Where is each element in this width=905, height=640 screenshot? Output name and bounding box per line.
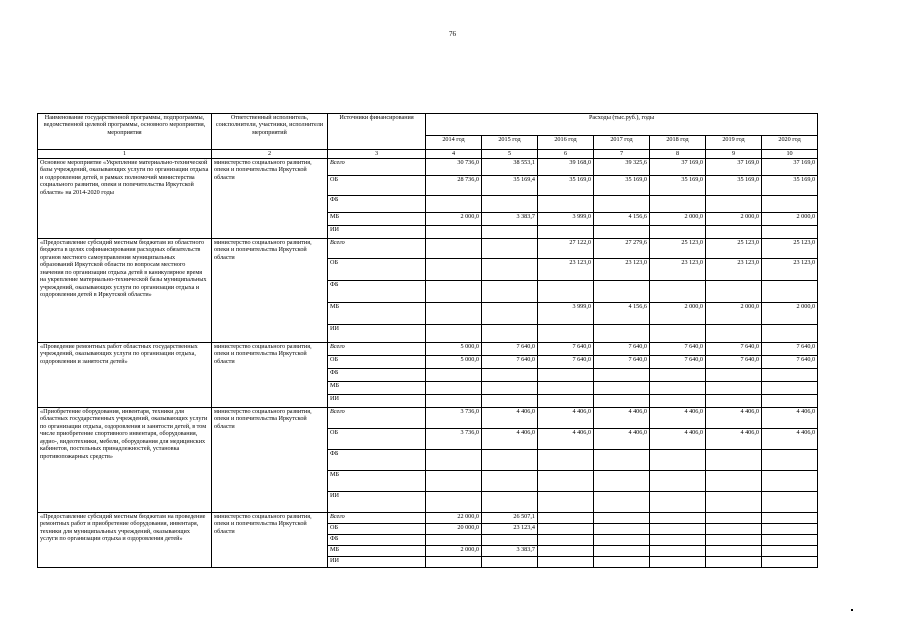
funding-source: МБ — [328, 213, 426, 226]
amount-cell — [482, 382, 538, 395]
header-year: 2015 год — [482, 136, 538, 150]
amount-cell — [538, 226, 594, 239]
amount-cell: 7 640,0 — [594, 343, 650, 356]
funding-source: ФБ — [328, 281, 426, 303]
funding-source: МБ — [328, 303, 426, 325]
amount-cell — [538, 546, 594, 557]
header-name: Наименование государственной программы, подпрограммы, ведомственной целевой программы, основного мероприятия, мероприятия — [38, 114, 212, 150]
amount-cell: 3 383,7 — [482, 213, 538, 226]
funding-source: МБ — [328, 471, 426, 492]
amount-cell — [762, 226, 818, 239]
funding-source: ИИ — [328, 557, 426, 568]
amount-cell — [762, 513, 818, 524]
funding-source: ФБ — [328, 196, 426, 213]
amount-cell — [706, 450, 762, 471]
amount-cell — [650, 281, 706, 303]
column-number: 2 — [212, 150, 328, 159]
funding-source: МБ — [328, 382, 426, 395]
amount-cell: 7 640,0 — [706, 343, 762, 356]
amount-cell — [538, 557, 594, 568]
amount-cell: 4 406,0 — [594, 429, 650, 450]
amount-cell — [650, 395, 706, 408]
amount-cell — [762, 535, 818, 546]
funding-source: Всего — [328, 239, 426, 259]
column-number: 7 — [594, 150, 650, 159]
amount-cell: 3 999,0 — [538, 303, 594, 325]
amount-cell — [762, 492, 818, 513]
amount-cell — [706, 546, 762, 557]
table-row — [38, 343, 818, 356]
amount-cell — [650, 382, 706, 395]
amount-cell — [706, 513, 762, 524]
amount-cell — [538, 450, 594, 471]
amount-cell — [706, 471, 762, 492]
amount-cell — [482, 369, 538, 382]
amount-cell: 25 123,0 — [706, 239, 762, 259]
header-year: 2014 год — [426, 136, 482, 150]
amount-cell — [650, 325, 706, 343]
amount-cell — [706, 395, 762, 408]
amount-cell — [594, 524, 650, 535]
amount-cell: 7 640,0 — [650, 356, 706, 369]
amount-cell: 25 123,0 — [650, 239, 706, 259]
table-row — [38, 513, 818, 524]
header-year: 2020 год — [762, 136, 818, 150]
column-number: 6 — [538, 150, 594, 159]
amount-cell: 23 123,0 — [594, 259, 650, 281]
amount-cell — [762, 395, 818, 408]
amount-cell — [538, 524, 594, 535]
amount-cell — [482, 395, 538, 408]
amount-cell: 35 169,0 — [762, 176, 818, 196]
amount-cell — [426, 325, 482, 343]
amount-cell: 4 156,6 — [594, 213, 650, 226]
column-number: 10 — [762, 150, 818, 159]
amount-cell: 22 000,0 — [426, 513, 482, 524]
amount-cell — [426, 303, 482, 325]
header-year: 2016 год — [538, 136, 594, 150]
amount-cell — [482, 471, 538, 492]
funding-source: ОБ — [328, 356, 426, 369]
amount-cell — [706, 524, 762, 535]
column-number: 8 — [650, 150, 706, 159]
amount-cell — [594, 395, 650, 408]
amount-cell — [426, 382, 482, 395]
funding-source: ОБ — [328, 429, 426, 450]
amount-cell: 37 169,0 — [762, 159, 818, 176]
amount-cell — [482, 281, 538, 303]
funding-source: ИИ — [328, 226, 426, 239]
amount-cell: 7 640,0 — [706, 356, 762, 369]
amount-cell — [762, 557, 818, 568]
amount-cell — [594, 325, 650, 343]
column-number: 4 — [426, 150, 482, 159]
header-expenses: Расходы (тыс.руб.), годы — [426, 114, 818, 136]
executor: министерство социального развития, опеки и попечительства Иркутской области — [212, 159, 328, 239]
amount-cell: 2 000,0 — [762, 213, 818, 226]
scan-mark — [851, 609, 853, 611]
amount-cell — [650, 535, 706, 546]
amount-cell: 7 640,0 — [482, 343, 538, 356]
amount-cell: 4 156,6 — [594, 303, 650, 325]
amount-cell — [538, 471, 594, 492]
amount-cell: 4 406,0 — [706, 429, 762, 450]
funding-source: ФБ — [328, 450, 426, 471]
amount-cell: 4 406,0 — [594, 408, 650, 429]
amount-cell: 28 736,0 — [426, 176, 482, 196]
column-number: 5 — [482, 150, 538, 159]
amount-cell — [650, 524, 706, 535]
header-year: 2018 год — [650, 136, 706, 150]
amount-cell — [594, 281, 650, 303]
amount-cell — [762, 546, 818, 557]
activity-name: «Предоставление субсидий местным бюджетам на проведение ремонтных работ и приобретение оборудования, инвентаря, техники для муниципальных учреждений, оказывающих услуги по организации отдыха и оздоровления детей» — [38, 513, 212, 568]
funding-source: ОБ — [328, 176, 426, 196]
amount-cell — [482, 450, 538, 471]
header-source: Источники финансирования — [328, 114, 426, 150]
amount-cell: 3 736,0 — [426, 408, 482, 429]
amount-cell — [706, 369, 762, 382]
amount-cell — [426, 450, 482, 471]
amount-cell — [426, 281, 482, 303]
amount-cell — [594, 557, 650, 568]
page-number: 76 — [449, 30, 456, 38]
amount-cell: 27 122,0 — [538, 239, 594, 259]
amount-cell — [594, 535, 650, 546]
amount-cell — [594, 196, 650, 213]
amount-cell: 4 406,0 — [538, 429, 594, 450]
amount-cell — [594, 471, 650, 492]
executor: министерство социального развития, опеки и попечительства Иркутской области — [212, 408, 328, 513]
amount-cell: 23 123,0 — [706, 259, 762, 281]
amount-cell: 23 123,0 — [762, 259, 818, 281]
amount-cell: 26 507,1 — [482, 513, 538, 524]
amount-cell — [594, 450, 650, 471]
amount-cell — [426, 259, 482, 281]
amount-cell — [426, 369, 482, 382]
amount-cell: 7 640,0 — [650, 343, 706, 356]
amount-cell — [762, 450, 818, 471]
header-year: 2019 год — [706, 136, 762, 150]
funding-source: ИИ — [328, 325, 426, 343]
amount-cell — [538, 395, 594, 408]
amount-cell — [426, 535, 482, 546]
amount-cell: 38 553,1 — [482, 159, 538, 176]
amount-cell — [482, 535, 538, 546]
amount-cell: 2 000,0 — [650, 303, 706, 325]
amount-cell: 7 640,0 — [482, 356, 538, 369]
funding-source: ФБ — [328, 369, 426, 382]
amount-cell: 35 169,0 — [594, 176, 650, 196]
funding-source: ИИ — [328, 395, 426, 408]
amount-cell: 4 406,0 — [762, 429, 818, 450]
amount-cell — [482, 557, 538, 568]
amount-cell: 35 169,0 — [706, 176, 762, 196]
amount-cell — [538, 382, 594, 395]
table-row — [38, 159, 818, 176]
amount-cell — [762, 196, 818, 213]
amount-cell — [482, 196, 538, 213]
amount-cell — [706, 557, 762, 568]
activity-name: Основное мероприятие «Укрепление материально-технической базы учреждений, оказывающих услуги по организации отдыха и оздоровления детей, в рамках полномочий министерства социального развития, опеки и попечительства Иркутской области» на 2014-2020 годы — [38, 159, 212, 239]
amount-cell — [650, 513, 706, 524]
amount-cell — [594, 382, 650, 395]
amount-cell — [762, 524, 818, 535]
table-row — [38, 239, 818, 259]
column-number: 9 — [706, 150, 762, 159]
funding-source: ОБ — [328, 259, 426, 281]
amount-cell — [650, 196, 706, 213]
amount-cell: 23 123,0 — [650, 259, 706, 281]
amount-cell — [594, 492, 650, 513]
funding-source: ОБ — [328, 524, 426, 535]
funding-source: ФБ — [328, 535, 426, 546]
amount-cell — [538, 535, 594, 546]
amount-cell: 3 736,0 — [426, 429, 482, 450]
amount-cell — [762, 382, 818, 395]
funding-source: ИИ — [328, 492, 426, 513]
funding-source: Всего — [328, 513, 426, 524]
financing-table — [37, 113, 818, 568]
amount-cell — [762, 471, 818, 492]
amount-cell: 35 169,0 — [538, 176, 594, 196]
amount-cell — [650, 471, 706, 492]
amount-cell: 2 000,0 — [706, 213, 762, 226]
amount-cell — [706, 325, 762, 343]
amount-cell: 5 000,0 — [426, 343, 482, 356]
amount-cell — [594, 546, 650, 557]
activity-name: «Предоставление субсидий местным бюджетам из областного бюджета в целях софинансирования расходных обязательств органов местного самоуправления муниципальных образований Иркутской области по вопросам местного значения по организации отдыха детей в каникулярное время на укрепление материально-технической базы муниципальных учреждений, оказывающих услуги по организации отдыха и оздоровления детей в Иркутской области» — [38, 239, 212, 343]
activity-name: «Приобретение оборудования, инвентаря, техники для областных государственных учреждений, оказывающих услуги по организации отдыха, оздоровления и занятости детей, в том числе приобретение спортивного инвентаря, оборудования, аудио-, видеотехники, мебели, оборудования для медицинских кабинетов, постельных принадлежностей, установка противопожарных средств» — [38, 408, 212, 513]
amount-cell: 27 279,6 — [594, 239, 650, 259]
amount-cell — [482, 303, 538, 325]
amount-cell: 2 000,0 — [706, 303, 762, 325]
amount-cell — [594, 513, 650, 524]
amount-cell — [594, 369, 650, 382]
amount-cell: 35 169,4 — [482, 176, 538, 196]
header-executor: Ответственный исполнитель, соисполнители, участники, исполнители мероприятий — [212, 114, 328, 150]
amount-cell — [650, 450, 706, 471]
amount-cell — [594, 226, 650, 239]
amount-cell: 3 999,0 — [538, 213, 594, 226]
amount-cell: 4 406,0 — [482, 429, 538, 450]
header-year: 2017 год — [594, 136, 650, 150]
amount-cell: 5 000,0 — [426, 356, 482, 369]
amount-cell — [482, 492, 538, 513]
amount-cell: 3 383,7 — [482, 546, 538, 557]
funding-source: МБ — [328, 546, 426, 557]
amount-cell: 4 406,0 — [482, 408, 538, 429]
amount-cell — [706, 492, 762, 513]
amount-cell — [762, 369, 818, 382]
amount-cell: 7 640,0 — [762, 343, 818, 356]
amount-cell — [762, 325, 818, 343]
funding-source: Всего — [328, 159, 426, 176]
amount-cell: 37 169,0 — [650, 159, 706, 176]
table-row — [38, 408, 818, 429]
amount-cell: 2 000,0 — [426, 546, 482, 557]
amount-cell — [706, 281, 762, 303]
amount-cell — [426, 471, 482, 492]
executor: министерство социального развития, опеки и попечительства Иркутской области — [212, 343, 328, 408]
amount-cell — [482, 226, 538, 239]
amount-cell: 4 406,0 — [650, 429, 706, 450]
amount-cell: 4 406,0 — [762, 408, 818, 429]
amount-cell: 7 640,0 — [538, 356, 594, 369]
amount-cell: 39 325,6 — [594, 159, 650, 176]
amount-cell: 4 406,0 — [538, 408, 594, 429]
amount-cell — [482, 325, 538, 343]
amount-cell — [650, 226, 706, 239]
amount-cell — [538, 281, 594, 303]
amount-cell — [482, 259, 538, 281]
executor: министерство социального развития, опеки и попечительства Иркутской области — [212, 513, 328, 568]
amount-cell: 2 000,0 — [762, 303, 818, 325]
amount-cell — [706, 535, 762, 546]
amount-cell — [426, 196, 482, 213]
amount-cell: 20 000,0 — [426, 524, 482, 535]
amount-cell — [538, 196, 594, 213]
amount-cell: 7 640,0 — [594, 356, 650, 369]
amount-cell — [650, 369, 706, 382]
activity-name: «Проведение ремонтных работ областных государственных учреждений, оказывающих услуги по организации отдыха, оздоровления и занятости детей» — [38, 343, 212, 408]
amount-cell — [538, 325, 594, 343]
amount-cell: 4 406,0 — [706, 408, 762, 429]
amount-cell: 25 123,0 — [762, 239, 818, 259]
amount-cell: 30 736,0 — [426, 159, 482, 176]
amount-cell — [650, 546, 706, 557]
amount-cell: 23 123,0 — [538, 259, 594, 281]
funding-source: Всего — [328, 408, 426, 429]
amount-cell: 7 640,0 — [538, 343, 594, 356]
amount-cell — [706, 196, 762, 213]
amount-cell — [650, 492, 706, 513]
amount-cell: 4 406,0 — [650, 408, 706, 429]
amount-cell — [426, 492, 482, 513]
amount-cell — [538, 369, 594, 382]
amount-cell — [706, 226, 762, 239]
amount-cell: 35 169,0 — [650, 176, 706, 196]
amount-cell — [426, 395, 482, 408]
amount-cell — [426, 226, 482, 239]
amount-cell — [482, 239, 538, 259]
amount-cell — [762, 281, 818, 303]
amount-cell — [538, 513, 594, 524]
amount-cell — [426, 239, 482, 259]
amount-cell: 7 640,0 — [762, 356, 818, 369]
table-body — [38, 159, 818, 568]
executor: министерство социального развития, опеки и попечительства Иркутской области — [212, 239, 328, 343]
amount-cell: 2 000,0 — [426, 213, 482, 226]
amount-cell — [706, 382, 762, 395]
column-number: 1 — [38, 150, 212, 159]
funding-source: Всего — [328, 343, 426, 356]
amount-cell: 37 169,0 — [706, 159, 762, 176]
amount-cell — [538, 492, 594, 513]
amount-cell: 2 000,0 — [650, 213, 706, 226]
amount-cell: 23 123,4 — [482, 524, 538, 535]
amount-cell — [650, 557, 706, 568]
column-number: 3 — [328, 150, 426, 159]
amount-cell — [426, 557, 482, 568]
amount-cell: 39 168,0 — [538, 159, 594, 176]
